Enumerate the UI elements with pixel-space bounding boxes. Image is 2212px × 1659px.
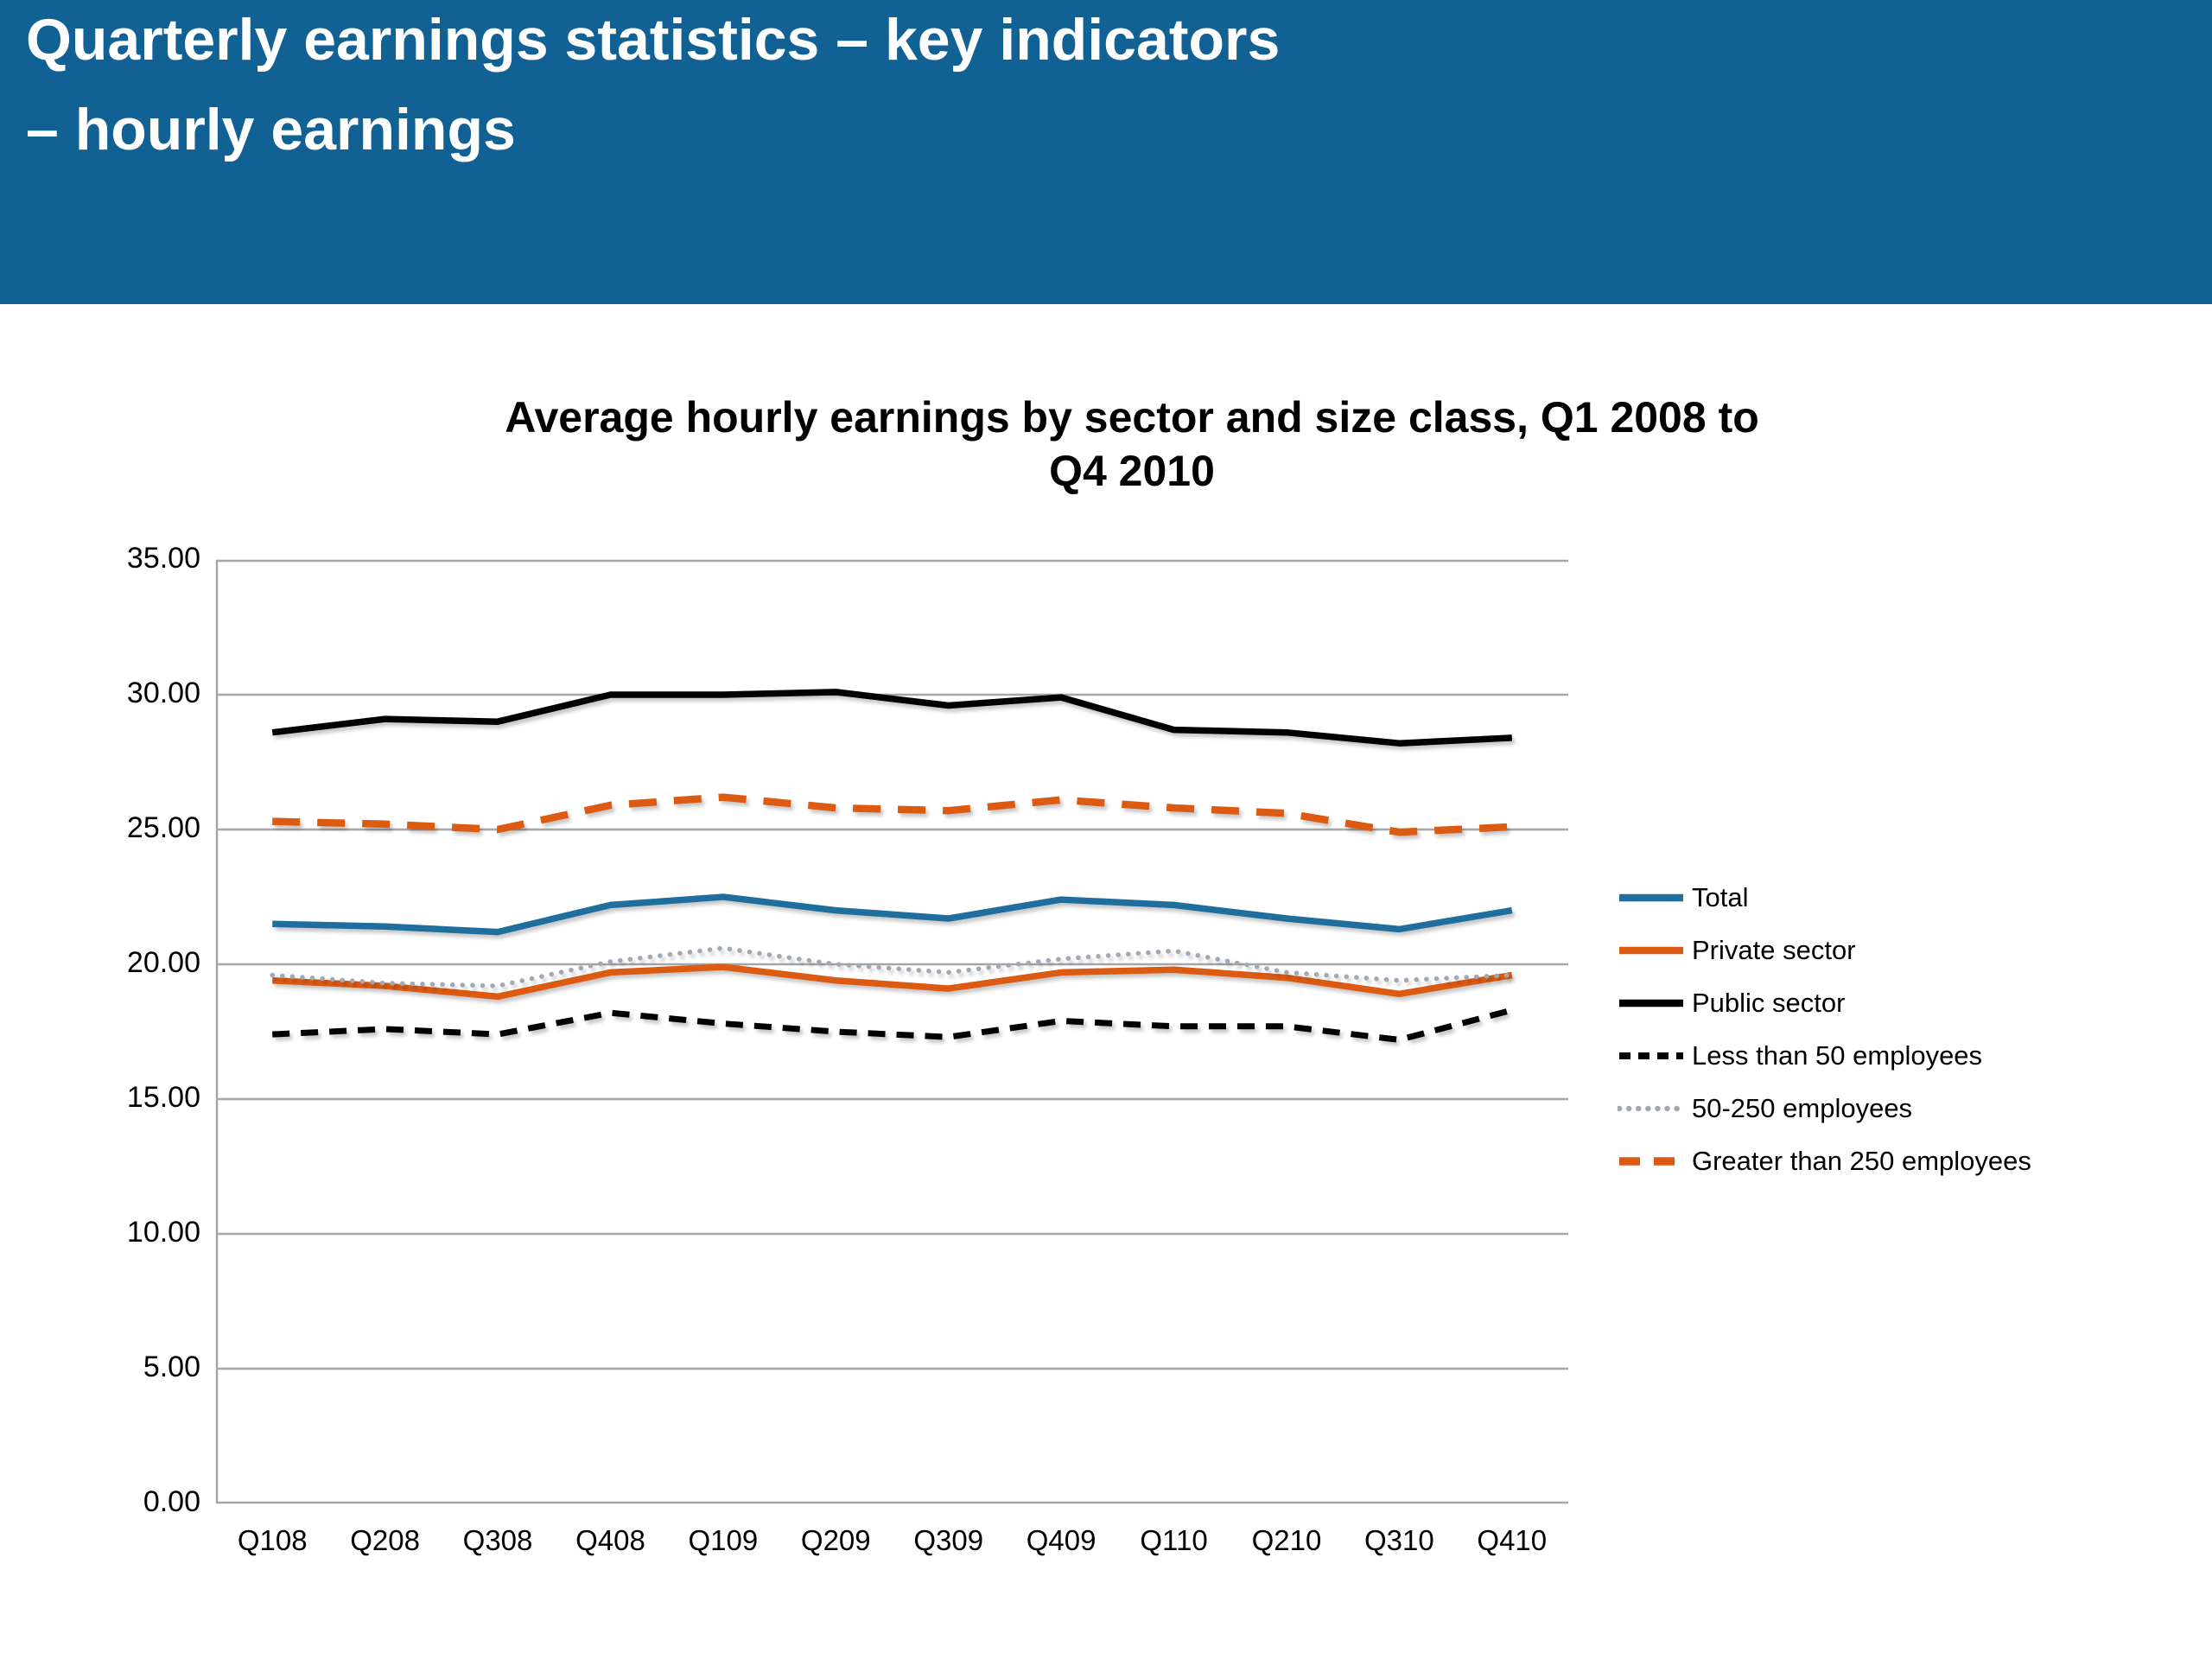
page-title-line2: – hourly earnings	[26, 97, 516, 162]
legend-label: Total	[1692, 881, 1749, 912]
legend-label: Greater than 250 employees	[1692, 1145, 2031, 1176]
series-line-private-sector	[272, 967, 1512, 996]
legend-swatch-line-icon	[1618, 993, 1685, 1014]
page-title	[26, 0, 1280, 175]
legend-item-greater-than-250-employees	[1618, 1135, 2171, 1187]
x-tick-label: Q110	[1140, 1524, 1208, 1556]
y-tick-label: 30.00	[126, 677, 200, 709]
legend-swatch-line-icon	[1618, 1098, 1685, 1119]
x-tick-label: Q210	[1251, 1524, 1322, 1556]
x-tick-label: Q408	[575, 1524, 645, 1556]
legend-swatch-line-icon	[1618, 1046, 1685, 1066]
legend-swatch-line-icon	[1618, 1151, 1685, 1172]
legend-label: Private sector	[1692, 934, 1856, 965]
series-line-public-sector	[272, 692, 1512, 743]
y-tick-label: 10.00	[126, 1216, 200, 1249]
line-chart-canvas	[216, 560, 1568, 1503]
x-tick-label: Q409	[1026, 1524, 1096, 1556]
chart-title-line1: Average hourly earnings by sector and size class, Q1 2008 to	[505, 393, 1759, 442]
series-line-greater-than-250-employees	[272, 798, 1512, 833]
series-line-total	[272, 897, 1512, 932]
legend-swatch-line-icon	[1618, 940, 1685, 961]
y-tick-label: 35.00	[126, 542, 200, 575]
x-tick-label: Q308	[462, 1524, 533, 1556]
x-tick-label: Q209	[800, 1524, 871, 1556]
y-tick-label: 5.00	[143, 1351, 200, 1383]
x-tick-label: Q109	[688, 1524, 759, 1556]
legend	[1618, 871, 2171, 1187]
series-line-less-than-50-employees	[272, 1010, 1512, 1039]
x-tick-label: Q208	[350, 1524, 420, 1556]
header-banner	[0, 0, 2212, 304]
plot-area	[216, 560, 1568, 1503]
chart-title-line2: Q4 2010	[1049, 447, 1215, 495]
legend-item-public-sector	[1618, 976, 2171, 1029]
y-tick-label: 0.00	[143, 1485, 200, 1518]
y-tick-label: 25.00	[126, 811, 200, 844]
x-tick-label: Q410	[1477, 1524, 1548, 1556]
legend-swatch-line-icon	[1618, 887, 1685, 908]
x-tick-label: Q108	[237, 1524, 308, 1556]
legend-label: Less than 50 employees	[1692, 1039, 1983, 1071]
x-tick-label: Q309	[913, 1524, 984, 1556]
x-tick-label: Q310	[1364, 1524, 1434, 1556]
legend-item-total	[1618, 871, 2171, 924]
y-tick-label: 20.00	[126, 946, 200, 979]
y-tick-label: 15.00	[126, 1081, 200, 1114]
legend-item-50-250-employees	[1618, 1082, 2171, 1135]
legend-label: 50-250 employees	[1692, 1092, 1913, 1123]
legend-item-less-than-50-employees	[1618, 1029, 2171, 1082]
chart-title	[216, 391, 2048, 498]
legend-label: Public sector	[1692, 987, 1846, 1018]
legend-item-private-sector	[1618, 924, 2171, 976]
page-title-line1: Quarterly earnings statistics – key indicators	[26, 7, 1281, 73]
